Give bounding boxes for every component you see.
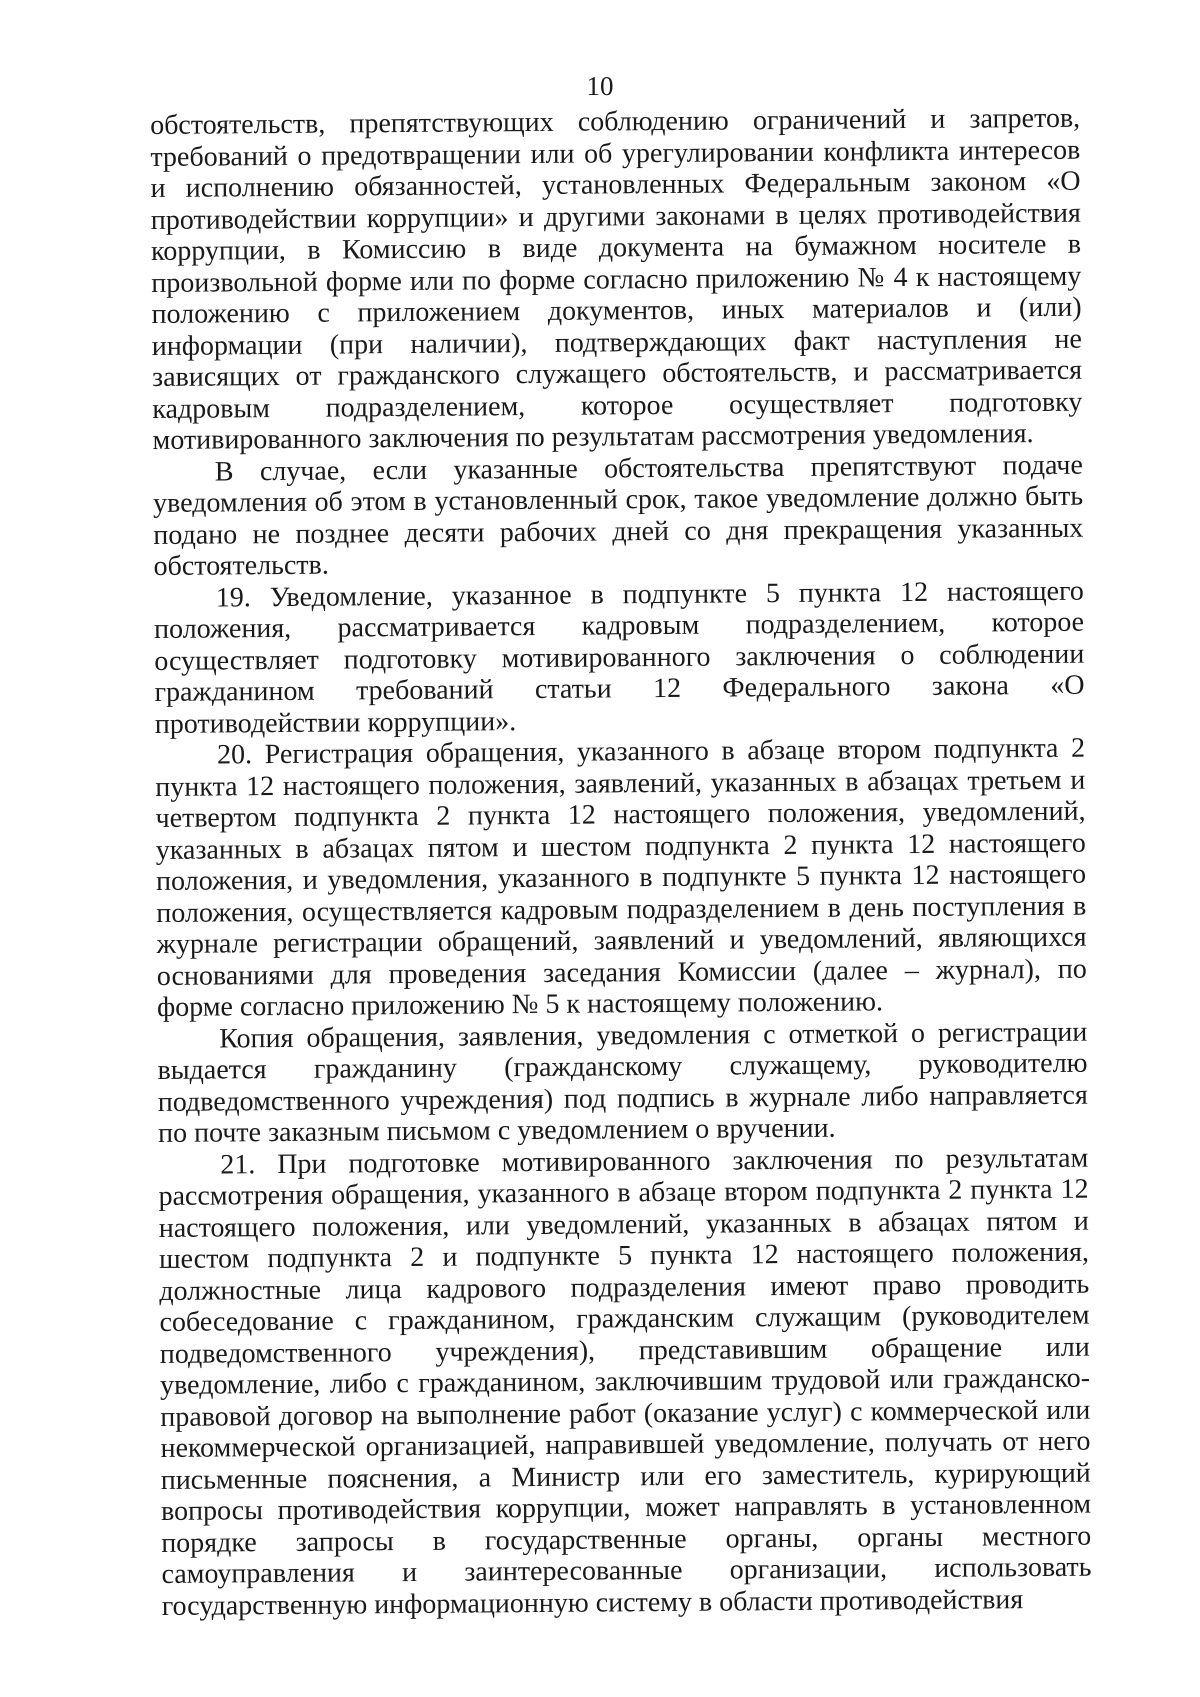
paragraph-item-20: 20. Регистрация обращения, указанного в абзаце втором подпункта 2 пункта 12 настоящего положения, заявлений, указанных в абзацах третьем и четвертом подпункта 2 пункта 12 настоящего положения, уведомлений, указанных в абзацах пятом и шестом подпункта 2 пункта 12 настоящего положения, и уведомления, указанного в подпункте 5 пункта 12 настоящего положения, осуществляется кадровым подразделением в день поступления в журнале регистрации обращений, заявлений и уведомлений, являющихся основаниями для проведения заседания Комиссии (далее – журнал), по форме согласно приложению № 5 к настоящему положению. <box>155 732 1087 1023</box>
paragraph-item-19: 19. Уведомление, указанное в подпункте 5 пункта 12 настоящего положения, рассматривается кадровым подразделением, которое осуществляет подготовку мотивированного заключения о соблюдении гражданином требований статьи 12 Федерального закона «О противодействии коррупции». <box>153 575 1085 740</box>
paragraph-copy-issuance: Копия обращения, заявления, уведомления с отметкой о регистрации выдается гражданину (гражданскому служащему, руководителю подведомственного учреждения) под подпись в журнале либо направляется по почте заказным письмом с уведомлением о вручении. <box>157 1016 1088 1149</box>
paragraph-item-21: 21. При подготовке мотивированного заключения по результатам рассмотрения обращения, указанного в абзаце втором подпункта 2 пункта 12 настоящего положения, или уведомлений, указанных в абзацах пятом и шестом подпункта 2 и подпункте 5 пункта 12 настоящего положения, должностные лица кадрового подразделения имеют право проводить собеседование с гражданином, гражданским служащим (руководителем подведомственного учреждения), представившим обращение или уведомление, либо с гражданином, заключившим трудовой или гражданско-правовой договор на выполнение работ (оказание услуг) с коммерческой или некоммерческой организацией, направившей уведомление, получать от него письменные пояснения, а Министр или его заместитель, курирующий вопросы противодействия коррупции, может направлять в установленном порядке запросы в государственные органы, органы местного самоуправления и заинтересованные организации, использовать государственную информационную систему в области противодействия <box>158 1142 1092 1622</box>
paragraph-circumstances: В случае, если указанные обстоятельства препятствуют подаче уведомления об этом в установленный срок, такое уведомление должно быть подано не позднее десяти рабочих дней со дня прекращения указанных обстоятельств. <box>152 449 1084 582</box>
paragraph-continuation: обстоятельств, препятствующих соблюдению ограничений и запретов, требований о предотвращении или об урегулировании конфликта интересов и исполнению обязанностей, установленных Федеральным законом «О противодействии коррупции» и другими законами в целях противодействия коррупции, в Комиссию в виде документа на бумажном носителе в произвольной форме или по форме согласно приложению № 4 к настоящему положению с приложением документов, иных материалов и (или) информации (при наличии), подтверждающих факт наступления не зависящих от гражданского служащего обстоятельств, и рассматривается кадровым подразделением, которое осуществляет подготовку мотивированного заключения по результатам рассмотрения уведомления. <box>150 102 1083 456</box>
page-number: 10 <box>586 71 614 101</box>
document-body <box>150 103 1092 1622</box>
